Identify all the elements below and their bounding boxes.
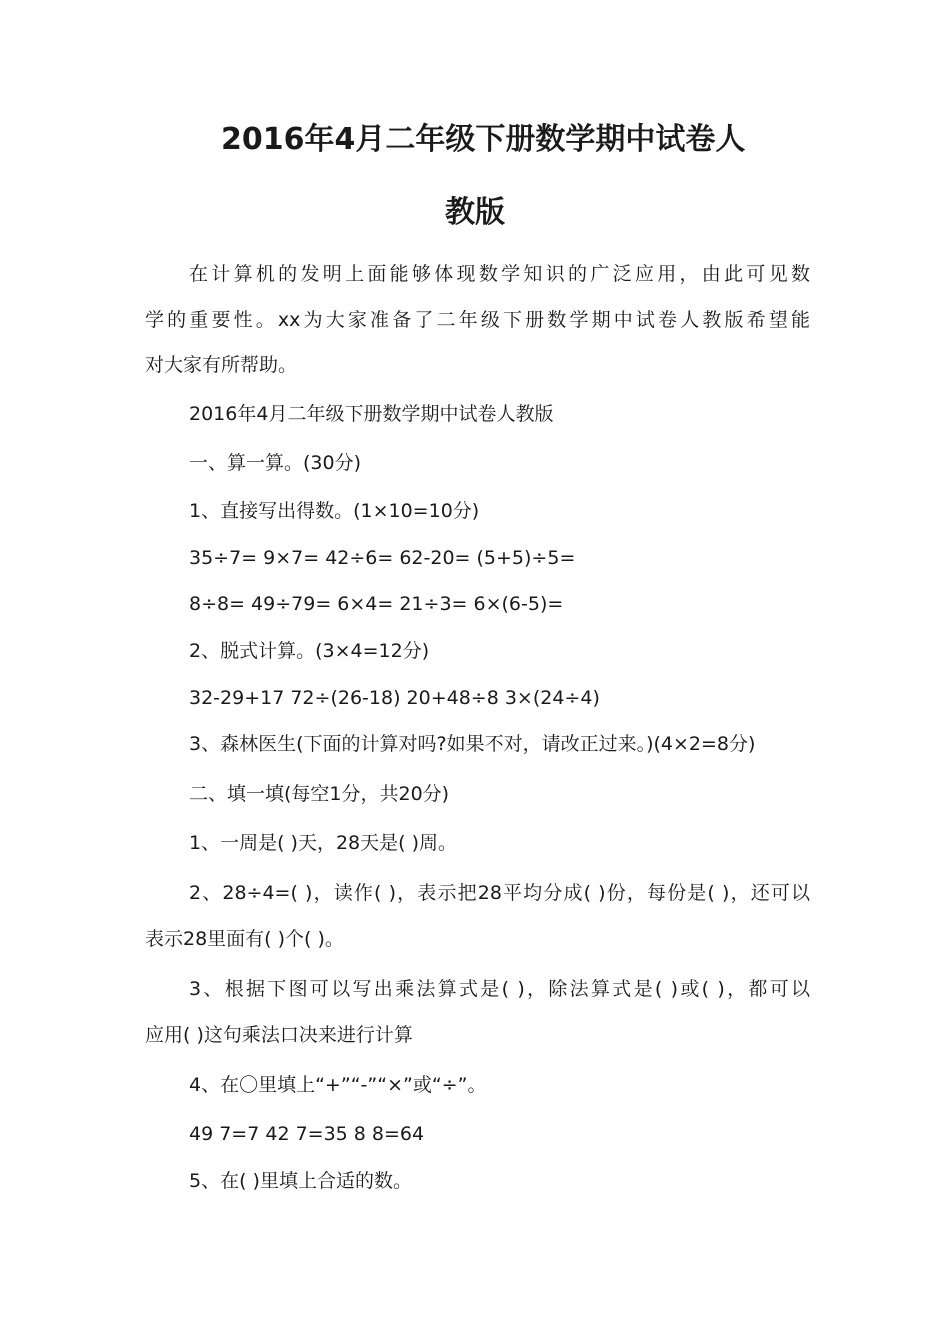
fill-question-4-row: 49 7=7 42 7=35 8 8=64 [189,1123,425,1145]
fill-question-3-line-2: 应用( )这句乘法口决来进行计算 [145,1024,413,1046]
document-title-line-1: 2016年4月二年级下册数学期中试卷人 [221,122,746,157]
question-1-row-2: 8÷8= 49÷79= 6×4= 21÷3= 6×(6-5)= [189,593,564,615]
intro-paragraph-line-2: 学的重要性。xx为大家准备了二年级下册数学期中试卷人教版希望能 [145,309,810,331]
fill-question-2-line-2: 表示28里面有( )个( )。 [145,928,344,950]
question-1-row-1: 35÷7= 9×7= 42÷6= 62-20= (5+5)÷5= [189,547,576,569]
document-title-line-2: 教版 [445,195,505,230]
question-3: 3、森林医生(下面的计算对吗?如果不对，请改正过来。)(4×2=8分) [189,733,756,755]
question-2-row: 32-29+17 72÷(26-18) 20+48÷8 3×(24÷4) [189,687,600,709]
section-heading-2: 二、填一填(每空1分，共20分) [189,783,450,805]
fill-question-1: 1、一周是( )天，28天是( )周。 [189,832,457,854]
fill-question-2-line-1: 2、28÷4=( )，读作( )，表示把28平均分成( )份，每份是( )，还可以 [189,882,810,904]
question-1: 1、直接写出得数。(1×10=10分) [189,500,480,522]
fill-question-5: 5、在( )里填上合适的数。 [189,1170,412,1192]
intro-paragraph-line-3: 对大家有所帮助。 [145,354,298,376]
fill-question-3-line-1: 3、根据下图可以写出乘法算式是( )，除法算式是( )或( )，都可以 [189,978,810,1000]
intro-paragraph-line-1: 在计算机的发明上面能够体现数学知识的广泛应用，由此可见数 [189,263,810,285]
subtitle-line: 2016年4月二年级下册数学期中试卷人教版 [189,403,554,425]
question-2: 2、脱式计算。(3×4=12分) [189,640,430,662]
section-heading-1: 一、算一算。(30分) [189,452,362,474]
fill-question-4: 4、在〇里填上“+”“-”“×”或“÷”。 [189,1074,487,1096]
